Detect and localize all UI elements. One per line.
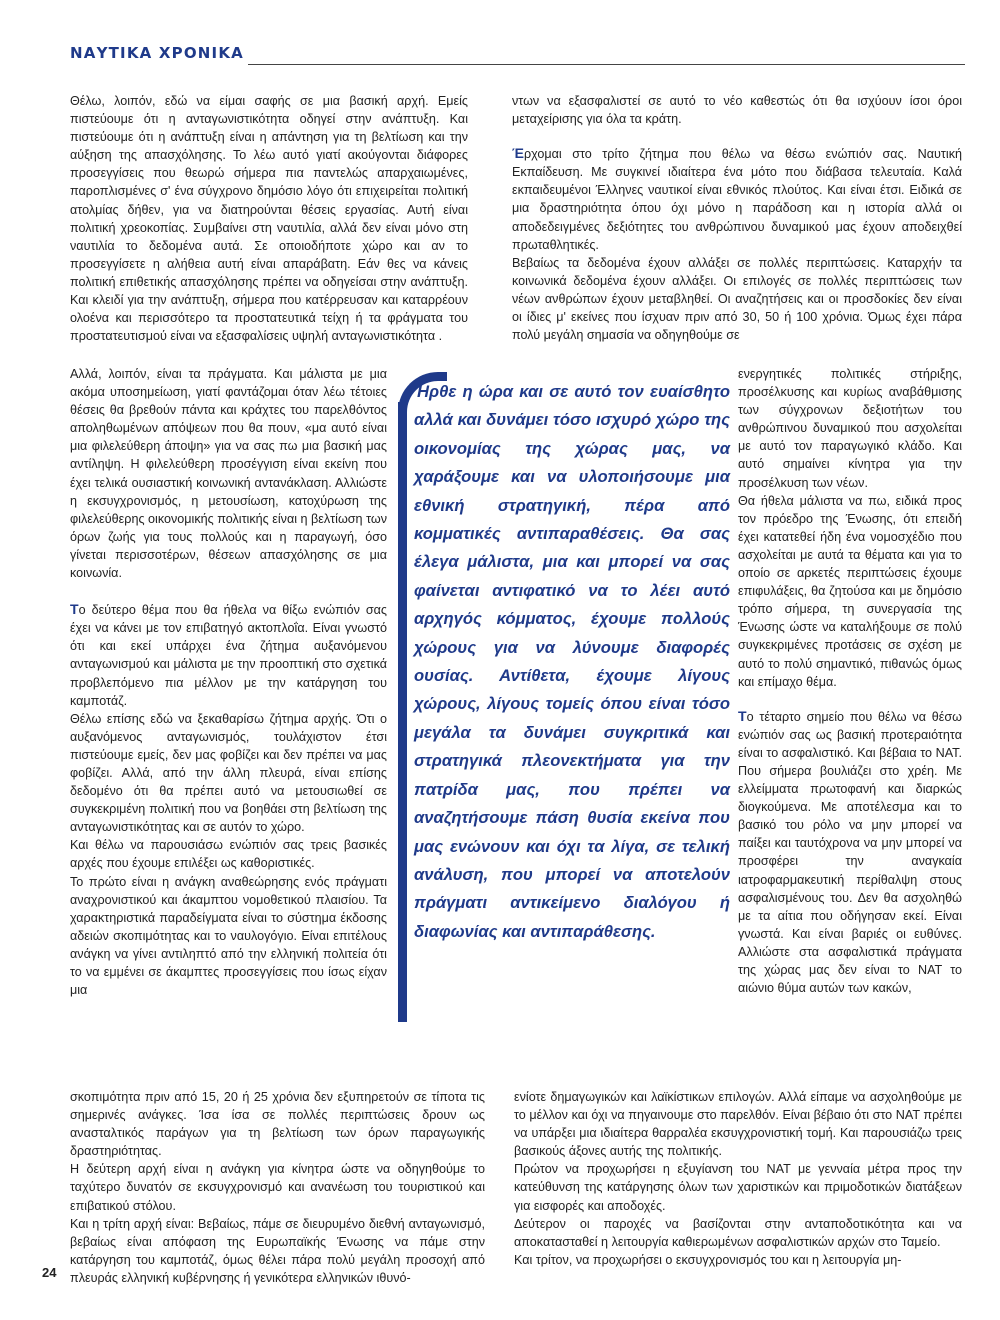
right-col-top [512,92,962,344]
paragraph: ενεργητικές πολιτικές στήριξης, προσέλκυσης και κυρίως αναβάθμισης των σύγχρονων δεξιοτήτων του ανθρώπινου δυναμικού που ασχολείται με αυτό τον παραγωγικό κλάδο. Και αυτό σημαίνει κίνητρα για την προσέλκυση των νέων. [738,367,962,490]
pull-quote-bar [398,402,407,1022]
paragraph: Η δεύτερη αρχή είναι η ανάγκη για κίνητρα ώστε να οδηγηθούμε το ταχύτερο δυνατόν σε εκσυγχρονισμό και ανανέωση του τουριστικού και επιβατικού στόλου. [70,1162,485,1213]
header-rule [248,64,965,65]
paragraph: ενίοτε δημαγωγικών και λαϊκίστικων επιλογών. Αλλά είπαμε να ασχοληθούμε με το μέλλον και όχι να πηγαινουμε στο παρελθόν. Είναι βέβαιο ότι στο ΝΑΤ πρέπει να υπάρξει μια ιδιαίτερα θαρραλέα εκσυγχρονιστική τομή. Και παρουσιάζω τρεις βασικούς άξονες αυτής της πολιτικής. [514,1090,962,1159]
paragraph: Και τρίτον, να προχωρήσει ο εκσυγχρονισμός του και η λειτουργία μη- [514,1252,902,1267]
left-col-paragraph-1 [70,92,468,345]
pull-quote [398,372,728,1022]
paragraph: Θα ήθελα μάλιστα να πω, ειδικά προς τον πρόεδρο της Ένωσης, ότι επειδή έχει κατατεθεί ήδη ένα νομοσχέδιο που ασχολείται με αυτά τα θέματα και για το οποίο σε αρκετές περιπτώσεις έχουμε επιφυλάξεις, θα ζητούσα και με δημόσιο τρόπο σήμερα, τη συνεργασία της Ένωσης ώστε να καταλήξουμε σε πολύ συγκεκριμένες προτάσεις σε σχέση με αυτό το πολύ σημαντικό, πιθανώς όμως και επίμαχο θέμα. [738,493,962,689]
drop-initial: Τ [738,707,747,724]
bottom-left-block [70,1088,485,1287]
paragraph: Θέλω, λοιπόν, εδώ να είμαι σαφής σε μια βασική αρχή. Εμείς πιστεύουμε ότι η ανταγωνιστικότητα οδηγεί στην ανάπτυξη. Και πιστεύουμε ότι η ανάπτυξη είναι η απάντηση για τη βελτίωση και την αύξηση της απασχόλησης. Το λέω αυτό γιατί ακούγονται διάφορες προσεγγίσεις που θεωρώ σήμερα πια παντελώς απαρχαιωμένες, παροπλισμένες σ' ένα σύγχρονο δημόσιο λόγο ότι επιχειρείται πολιτική ατολμίας δήθεν, για να διατηρούνται θέσεις εργασίας. Αυτή είναι πολιτική χρεοκοπίας. Συμβαίνει στη ναυτιλία, αλλά δεν είναι μόνο στη ναυτιλία το δεδομένα αυτά. Σε οποιοδήποτε χώρο και αν το προσεγγίσετε η αλήθεια αυτή είναι απαράβατη. Εάν θες να κάνεις πολιτική επιθετικής απασχόλησης πρέπει να οδηγείσαι στην ανάπτυξη. Και κλειδί για την ανάπτυξη, σήμερα που κατέρρευσαν και καταρρέουν ολοένα και περισσότερο τα προστατευτικά τείχη ή τα φράγματα του προστατευτισμού είναι να εξασφαλίσεις υψηλή ανταγωνιστικότητα . [70,94,468,344]
drop-initial: Έ [512,145,524,162]
paragraph: Και θέλω να παρουσιάσω ενώπιόν σας τρεις βασικές αρχές που έχουμε επιλέξει ως καθοριστικές. [70,838,387,871]
left-col-narrow [70,365,387,999]
pull-quote-text: Ήρθε η ώρα και σε αυτό τον ευαίσθητο αλλά και δυνάμει τόσο ισχυρό χώρο της οικονομίας της χώρας μας, να χαράξουμε και να υλοποιήσουμε μια εθνική στρατηγική, πέρα από κομματικές αντιπαραθέσεις. Θα σας έλεγα μάλιστα, μια και μπορεί να σας φαίνεται αντιφατικό να το λέει αυτό αρχηγός κόμματος, έχουμε πολλούς χώρους για να λύνουμε διαφορές ουσίας. Αντίθετα, έχουμε λίγους χώρους, λίγους τομείς όπου είναι τόσο μεγάλα τα δυνάμει συγκριτικά και στρατηγικά πλεονεκτήματα για την πατρίδα μας, που πρέπει να αναζητήσουμε πάση θυσία εκείνα που μας ενώνουν και όχι τα λίγα, σε τελική ανάλυση, που μπορεί να αποτελούν πράγματι αντικείμενο διαλόγου ή διαφωνίας και αντιπαράθεσης. [414,382,730,941]
paragraph: Πρώτον να προχωρήσει η εξυγίανση του ΝΑΤ με γενναία μέτρα προς την κατεύθυνση της κατάργησης όλων των χαριστικών και πριμοδοτικών διατάξεων για εισφορές και αποδοχές. [514,1162,962,1213]
magazine-title: ΝΑΥΤΙΚΑ ΧΡΟΝΙΚΑ [70,44,244,62]
page-number: 24 [42,1265,57,1280]
paragraph: Και η τρίτη αρχή είναι: Βεβαίως, πάμε σε διευρυμένο διεθνή ανταγωνισμό, βεβαίως είναι απόφαση της Ευρωπαϊκής Ένωσης να πάμε στην κατάργηση του καμποτάζ, όμως θέλει πάρα πολύ μεγάλη προσοχή από πλευράς ελληνική κυβέρνησης ή γενικότερα ελληνικών ιθυνό- [70,1216,485,1285]
paragraph: ντων να εξασφαλιστεί σε αυτό το νέο καθεστώς ότι θα ισχύουν ίσοι όροι μεταχείρισης για όλα τα κράτη. [512,94,962,127]
drop-initial: Τ [70,601,79,618]
paragraph: Το τέταρτο σημείο που θέλω να θέσω ενώπιόν σας ως βασική προτεραιότητα είναι το ασφαλιστικό. Και βέβαια το ΝΑΤ. Που σήμερα βουλιάζει στο χρέη. Με ελλείμματα πρωτοφανή και διαρκώς διογκούμενα. Με αποτέλεσμα και το βασικό του ρόλο να μην μπορεί να παίξει και ταυτόχρονα να μην μπορεί να προσφέρει την αναγκαία ιατροφαρμακευτική περίθαλψη στους ασφαλισμένους του. Δεν θα ασχοληθώ με τα αίτια που οδήγησαν εκεί. Είναι γνωστά. Και είναι βαριές οι ευθύνες. Αλλιώστε στα ασφαλιστικά πράγματα της χώρας μας δεν είναι το ΝΑΤ το αιώνιο θύμα αυτών των κακών, [738,707,962,996]
paragraph: Βεβαίως τα δεδομένα έχουν αλλάξει σε πολλές περιπτώσεις. Καταρχήν τα κοινωνικά δεδομένα έχουν αλλάξει. Οι επιλογές σε πολλές περιπτώσεις των νέων ανθρώπων έχουν μεταβληθεί. Οι αναζητήσεις και οι προσδοκίες δεν είναι οι ίδιες μ' εκείνες που ίσχυαν πριν από 30, 50 ή 100 χρόνια. Όμως έχει πάρα πολύ μεγάλη σημασία να οδηγηθούμε σε [512,255,962,343]
paragraph: σκοπιμότητα πριν από 15, 20 ή 25 χρόνια δεν εξυπηρετούν σε τίποτα τις σημερινές ανάγκες. Ίσα ίσα σε πολλές περιπτώσεις δρουν ως ανασταλτικός παράγων για τη βελτίωση των όρων παραγωγικής δραστηριότητας. [70,1090,485,1159]
paragraph: Έρχομαι στο τρίτο ζήτημα που θέλω να θέσω ενώπιόν σας. Ναυτική Εκπαίδευση. Με συγκινεί ιδιαίτερα ένα μότο που διάβασα τελευταία. Καλά εκπαιδευμένοι Έλληνες ναυτικοί είναι εθνικός πλούτος. Και είναι έτσι. Ειδικά σε μια δραστηριότητα όπου όχι μόνο η παράδοση και η ιστορία αλλά οι αποδεδειγμένες δεξιότητες του ανθρώπινου δυναμικού μας έχουν αποδειχθεί πρωταθλητικές. [512,145,962,252]
paragraph: Θέλω επίσης εδώ να ξεκαθαρίσω ζήτημα αρχής. Ότι ο αυξανόμενος ανταγωνισμός, τουλάχιστον έτσι πιστεύουμε εμείς, δεν μας φοβίζει και δεν πρέπει να μας φοβίζει. Αλλά, από την άλλη πλευρά, είναι επίσης δεδομένο ότι θα πρέπει αυτό να μετουσιωθεί σε συγκεκριμένη πολιτική που να βοηθάει στη βελτίωση της ανταγωνιστικότητας και σε αυτόν το χώρο. [70,711,387,835]
paragraph: Το πρώτο είναι η ανάγκη αναθεώρησης ενός πράγματι αναχρονιστικού και άκαμπτου νομοθετικού πλαισίου. Τα χαρακτηριστικά παραδείγματα είναι το σύστημα έκδοσης αδειών σκοπιμότητας και το ναυλογόγιο. Είναι επιτέλους ανάγκη να γίνει αντιληπτό από την ελληνική πολιτεία ότι το να εμμένει σε άκαμπτες προσεγγίσεις που ίσως είχαν μια [70,874,387,998]
paragraph: Αλλά, λοιπόν, είναι τα πράγματα. Και μάλιστα με μια ακόμα υποσημείωση, γιατί φαντάζομαι όταν λέω τέτοιες θέσεις θα βρεθούν πάντα και κράχτες του παρελθόντος αποληθωμένων απόψεων που θα πουν, «μα αυτό είναι μια φιλελεύθερη άποψη» για να σας πω μια βασική μας αντίληψη. Η φιλελεύθερη προσέγγιση είναι εκείνη που έχει τελικά ουσιαστική κοινωνική αντανάκλαση. Αλλιώστε η εκσυγχρονισμός, η μετουσίωση, κατοχύρωση της φιλελεύθερης οικονομικής πολιτικής είναι η βελτίωση των όρων ζωής για τους πολλούς και η παραγωγή, όσο γίνεται περισσοτέρων, θέσεων απασχόλησης σε μια κοινωνία. [70,367,387,581]
bottom-right-block [514,1088,962,1269]
page-header [70,44,965,66]
paragraph: Το δεύτερο θέμα που θα ήθελα να θίξω ενώπιόν σας έχει να κάνει με τον επιβατηγό ακτοπλοΐα. Είναι γνωστό ότι και εκεί υπάρχει ένα ζήτημα αυξανόμενου ανταγωνισμού και μάλιστα με την προοπτική στο σχετικά προβλεπόμενο πια μέλλον με την κατάργηση του καμποτάζ. [70,601,387,708]
right-col-narrow [738,365,962,997]
paragraph: Δεύτερον οι παροχές να βασίζονται στην ανταποδοτικότητα και να αποκατασταθεί η λειτουργία καθιερωμένων ασφαλιστικών αρχών στο Ταμείο. [514,1216,962,1249]
